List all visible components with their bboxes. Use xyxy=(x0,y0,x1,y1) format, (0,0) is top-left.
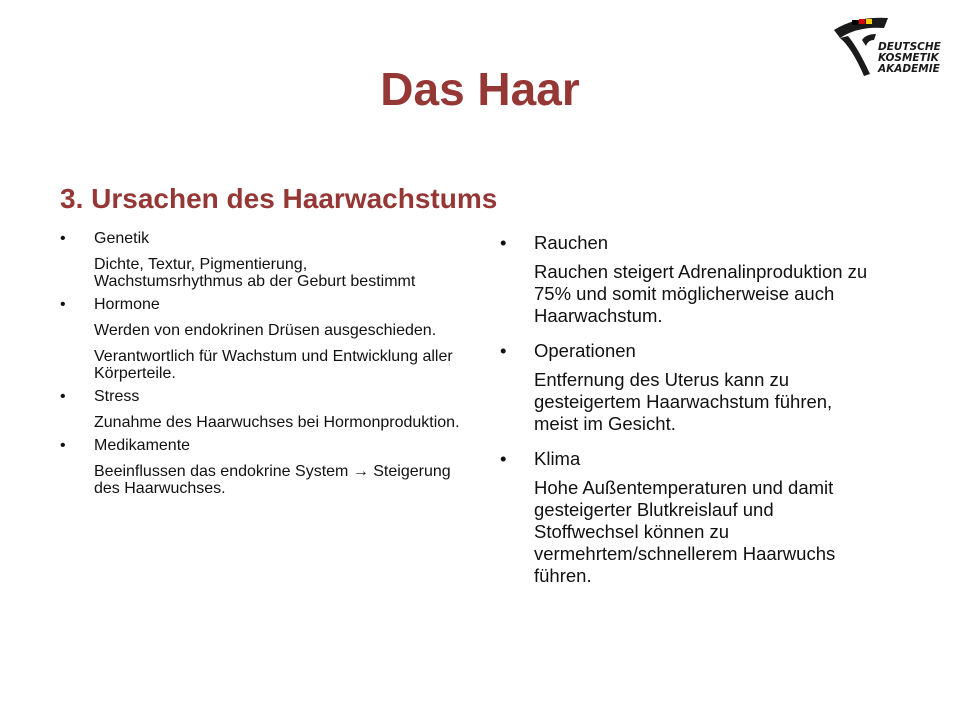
bullet-icon: • xyxy=(500,340,507,361)
bullet-heading xyxy=(500,232,880,254)
slide-subtitle: 3. Ursachen des Haarwachstums xyxy=(60,183,498,214)
bullet-heading xyxy=(500,448,880,470)
bullet-description: Dichte, Textur, Pigmentierung, Wachstumsrhythmus ab der Geburt bestimmt xyxy=(94,256,416,290)
right-bullet-list xyxy=(500,232,880,587)
bullet-description: Werden von endokrinen Drüsen ausgeschieden. xyxy=(94,322,437,339)
bullet-icon: • xyxy=(60,296,66,313)
slide-title: Das Haar xyxy=(380,63,580,115)
left-bullet-list xyxy=(60,230,460,497)
bullet-heading-text: Rauchen xyxy=(534,232,609,253)
bullet-description: Verantwortlich für Wachstum und Entwicklung aller Körperteile. xyxy=(94,348,453,382)
bullet-heading xyxy=(60,230,460,247)
bullet-heading xyxy=(60,296,460,313)
bullet-heading-text: Medikamente xyxy=(94,437,191,454)
bullet-heading-text: Operationen xyxy=(534,340,636,361)
bullet-icon: • xyxy=(60,388,66,405)
bullet-icon: • xyxy=(60,230,66,247)
bullet-heading-text: Klima xyxy=(534,448,581,469)
bullet-icon: • xyxy=(500,448,507,469)
bullet-heading-text: Hormone xyxy=(94,296,160,313)
bullet-description: Beeinflussen das endokrine System → Steigerung des Haarwuchses. xyxy=(94,463,451,497)
bullet-description: Entfernung des Uterus kann zu gesteigertem Haarwachstum führen, meist im Gesicht. xyxy=(534,369,833,434)
logo-line-2: KOSMETIK xyxy=(878,52,939,64)
bullet-description: Rauchen steigert Adrenalinproduktion zu 75% und somit möglicherweise auch Haarwachstum. xyxy=(534,261,868,326)
bullet-icon: • xyxy=(500,232,507,253)
bullet-heading-text: Stress xyxy=(94,388,140,405)
bullet-heading xyxy=(60,437,460,454)
bullet-heading xyxy=(500,340,880,362)
bullet-heading xyxy=(60,388,460,405)
bullet-heading-text: Genetik xyxy=(94,230,150,247)
logo-line-3: AKADEMIE xyxy=(878,63,940,75)
bullet-icon: • xyxy=(60,437,66,454)
logo-line-1: DEUTSCHE xyxy=(878,41,941,53)
bullet-description: Hohe Außentemperaturen und damit gesteigerter Blutkreislauf und Stoffwechsel können zu vermehrtem/schnellerem Haarwuchs führen. xyxy=(534,477,836,586)
bullet-description: Zunahme des Haarwuchses bei Hormonproduktion. xyxy=(94,414,460,431)
